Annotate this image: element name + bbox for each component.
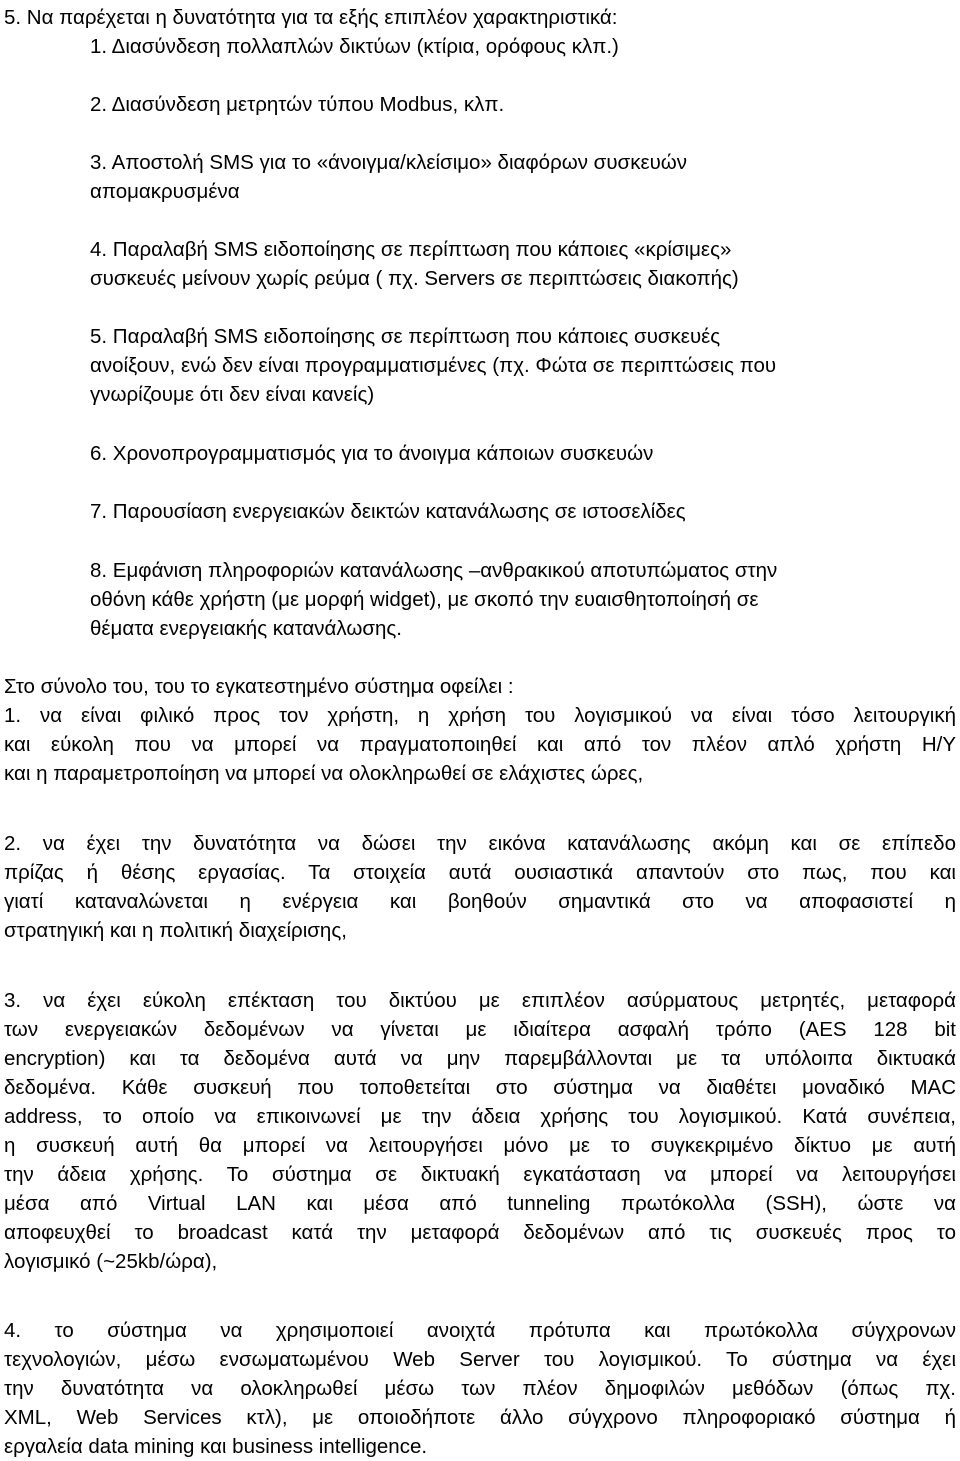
requirement-line: των ενεργειακών δεδομένων να γίνεται με ιδιαίτερα ασφαλή τρόπο (AES 128 bit — [4, 1018, 956, 1041]
feature-item-4-cont: συσκευές μείνουν χωρίς ρεύμα ( πχ. Servers σε περιπτώσεις διακοπής) — [90, 267, 739, 290]
requirement-line: address, το οποίο να επικοινωνεί με την άδεια χρήσης του λογισμικού. Κατά συνέπεια, — [4, 1105, 956, 1128]
requirement-line: 2. να έχει την δυνατότητα να δώσει την εικόνα κατανάλωσης ακόμη και σε επίπεδο — [4, 832, 956, 855]
requirement-line: την άδεια χρήσης. Το σύστημα σε δικτυακή εγκατάσταση να μπορεί να λειτουργήσει — [4, 1163, 956, 1186]
feature-item-8: 8. Εμφάνιση πληροφοριών κατανάλωσης –ανθρακικού αποτυπώματος στην — [90, 559, 778, 582]
requirement-line: γιατί καταναλώνεται η ενέργεια και βοηθούν σημαντικά στο να αποφασιστεί η — [4, 890, 956, 913]
requirement-line: αποφευχθεί το broadcast κατά την μεταφορά δεδομένων από τις συσκευές προς το — [4, 1221, 956, 1244]
requirement-line: και η παραμετροποίηση να μπορεί να ολοκληρωθεί σε ελάχιστες ώρες, — [4, 762, 644, 785]
document-page — [4, 0, 956, 1458]
requirement-line: τεχνολογιών, μέσω ενσωματωμένου Web Server του λογισμικού. Το σύστημα να έχει — [4, 1348, 956, 1371]
feature-item-4: 4. Παραλαβή SMS ειδοποίησης σε περίπτωση που κάποιες «κρίσιμες» — [90, 238, 732, 261]
requirement-4 — [4, 1316, 956, 1461]
feature-item-8-cont: οθόνη κάθε χρήστη (με μορφή widget), με σκοπό την ευαισθητοποίησή σε — [90, 588, 759, 611]
feature-item-6: 6. Χρονοπρογραμματισμός για το άνοιγμα κάποιων συσκευών — [90, 442, 654, 465]
requirement-line: την δυνατότητα να ολοκληρωθεί μέσω των πλέον δημοφιλών μεθόδων (όπως πχ. — [4, 1377, 956, 1400]
feature-item-5: 5. Παραλαβή SMS ειδοποίησης σε περίπτωση που κάποιες συσκευές — [90, 325, 721, 348]
feature-item-5-cont: γνωρίζουμε ότι δεν είναι κανείς) — [90, 383, 375, 406]
feature-item-5-cont: ανοίξουν, ενώ δεν είναι προγραμματισμένες (πχ. Φώτα σε περιπτώσεις που — [90, 354, 777, 377]
requirement-line: encryption) και τα δεδομένα αυτά να μην παρεμβάλλονται με τα υπόλοιπα δικτυακά — [4, 1047, 956, 1070]
requirement-line: λογισμικό (~25kb/ώρα), — [4, 1250, 218, 1273]
requirement-line: δεδομένα. Κάθε συσκευή που τοποθετείται στο σύστημα να διαθέτει μοναδικό MAC — [4, 1076, 956, 1099]
feature-item-3: 3. Αποστολή SMS για το «άνοιγμα/κλείσιμο» διαφόρων συσκευών — [90, 151, 688, 174]
feature-item-7: 7. Παρουσίαση ενεργειακών δεικτών κατανάλωσης σε ιστοσελίδες — [90, 500, 686, 523]
requirement-line: XML, Web Services κτλ), με οποιοδήποτε άλλο σύγχρονο πληροφοριακό σύστημα ή — [4, 1406, 956, 1429]
requirement-line: 3. να έχει εύκολη επέκταση του δικτύου με επιπλέον ασύρματους μετρητές, μεταφορά — [4, 989, 956, 1012]
requirement-line: μέσα από Virtual LAN και μέσα από tunneling πρωτόκολλα (SSH), ώστε να — [4, 1192, 956, 1215]
feature-item-2: 2. Διασύνδεση μετρητών τύπου Modbus, κλπ. — [90, 93, 505, 116]
requirement-line: εργαλεία data mining και business intelligence. — [4, 1435, 428, 1458]
features-heading: 5. Να παρέχεται η δυνατότητα για τα εξής επιπλέον χαρακτηριστικά: — [4, 6, 618, 29]
requirement-line: και εύκολη που να μπορεί να πραγματοποιηθεί και από τον πλέον απλό χρήστη Η/Υ — [4, 733, 956, 756]
requirement-2 — [4, 829, 956, 945]
requirements-heading: Στο σύνολο του, του το εγκατεστημένο σύστημα οφείλει : — [4, 675, 514, 698]
requirement-1 — [4, 701, 956, 788]
requirement-line: στρατηγική και η πολιτική διαχείρισης, — [4, 919, 347, 942]
requirement-line: πρίζας ή θέσης εργασίας. Τα στοιχεία αυτά ουσιαστικά απαντούν στο πως, που και — [4, 861, 956, 884]
requirement-line: 1. να είναι φιλικό προς τον χρήστη, η χρήση του λογισμικού να είναι τόσο λειτουργική — [4, 704, 956, 727]
requirement-3 — [4, 986, 956, 1276]
feature-item-3-cont: απομακρυσμένα — [90, 180, 240, 203]
requirement-line: 4. το σύστημα να χρησιμοποιεί ανοιχτά πρότυπα και πρωτόκολλα σύγχρονων — [4, 1319, 956, 1342]
feature-item-1: 1. Διασύνδεση πολλαπλών δικτύων (κτίρια, ορόφους κλπ.) — [90, 35, 619, 58]
requirement-line: η συσκευή αυτή θα μπορεί να λειτουργήσει μόνο με το συγκεκριμένο δίκτυο με αυτή — [4, 1134, 956, 1157]
feature-item-8-cont: θέματα ενεργειακής κατανάλωσης. — [90, 617, 402, 640]
